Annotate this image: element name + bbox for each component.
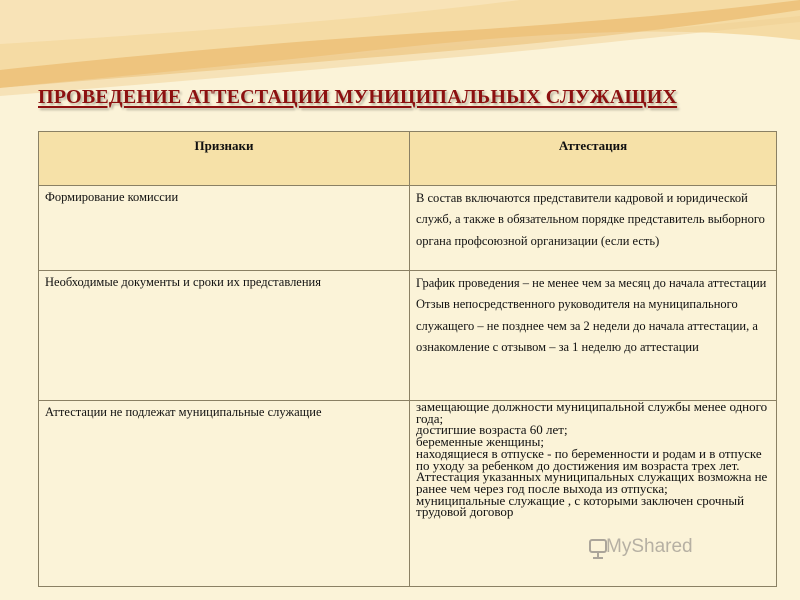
cell-text: муниципальные служащие , с которыми заключен срочный трудовой договор xyxy=(416,492,745,520)
cell-text: достигшие возраста 60 лет; xyxy=(416,422,568,438)
table-header-row xyxy=(39,132,777,186)
cell-text: беременные женщины; xyxy=(416,434,544,450)
criterion-cell: Формирование комиссии xyxy=(39,186,410,271)
cell-text: В состав включаются представители кадровой и юридической служб, а также в обязательном порядке представитель выборного органа профсоюзной организации (если есть) xyxy=(416,191,765,248)
slide-title: ПРОВЕДЕНИЕ АТТЕСТАЦИИ МУНИЦИПАЛЬНЫХ СЛУЖАЩИХ xyxy=(38,86,678,108)
header-attestation: Аттестация xyxy=(410,132,777,186)
watermark-text: MyShared xyxy=(606,536,693,557)
cell-text: находящиеся в отпуске - по беременности и родам и в отпуске по уходу за ребенком до достижения им возраста трех лет. Аттестация указанных муниципальных служащих возможна не ранее чем через год после выхода из отпуска; xyxy=(416,445,768,496)
attestation-cell xyxy=(410,271,777,401)
attestation-cell xyxy=(410,186,777,271)
cell-text: График проведения – не менее чем за месяц до начала аттестации xyxy=(416,276,767,290)
table-row xyxy=(39,401,777,587)
watermark-icon xyxy=(588,538,608,560)
cell-text: замещающие должности муниципальной службы менее одного года; xyxy=(416,399,768,426)
table-row xyxy=(39,186,777,271)
table-row xyxy=(39,271,777,401)
criterion-cell: Необходимые документы и сроки их представления xyxy=(39,271,410,401)
criterion-cell: Аттестации не подлежат муниципальные служащие xyxy=(39,401,410,587)
attestation-table xyxy=(38,131,777,587)
header-criteria: Признаки xyxy=(39,132,410,186)
cell-text: Отзыв непосредственного руководителя на муниципального служащего – не позднее чем за 2 недели до начала аттестации, а ознакомление с отзывом – за 1 неделю до аттестации xyxy=(416,297,758,354)
